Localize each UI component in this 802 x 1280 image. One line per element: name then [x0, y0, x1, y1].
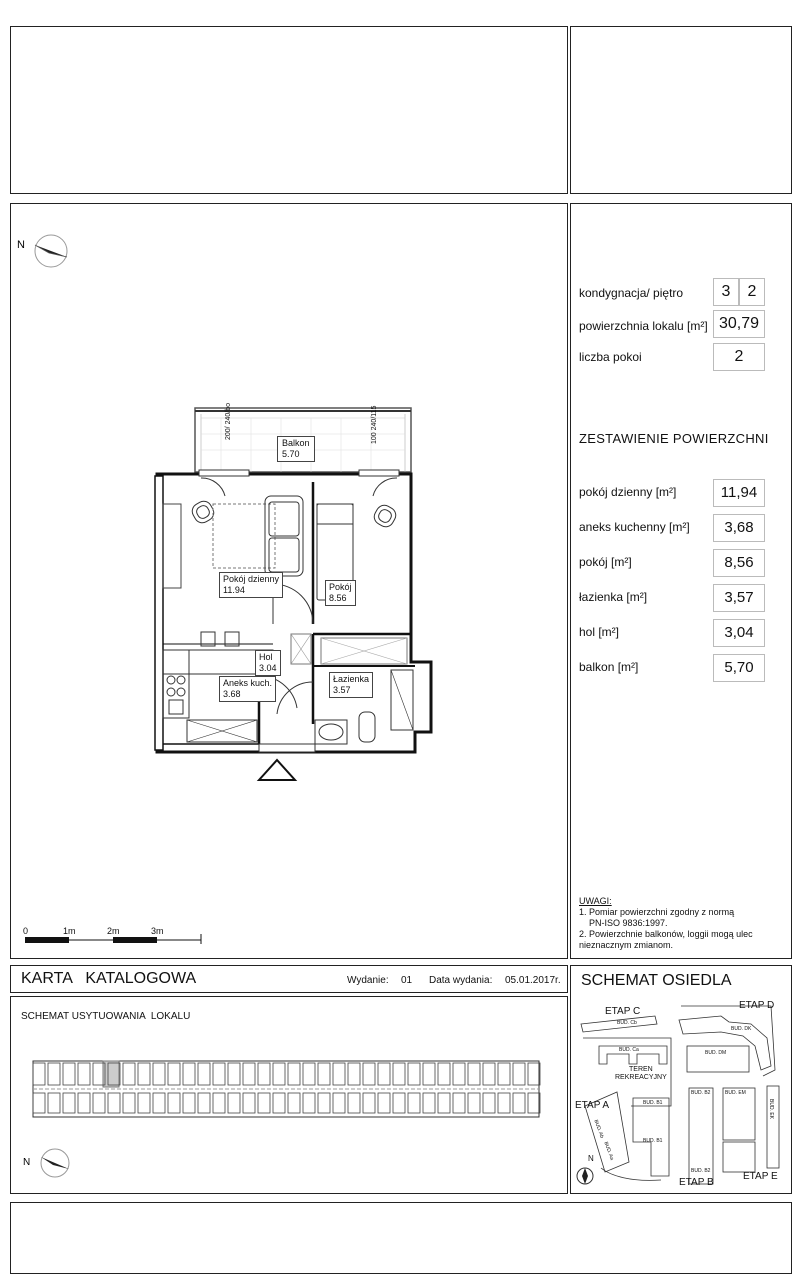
building-unit-bottom: [423, 1093, 435, 1113]
building-unit-top: [408, 1063, 420, 1085]
etap-c-label: ETAP C: [605, 1006, 641, 1017]
zestawienie-row-label: aneks kuchenny [m²]: [579, 520, 690, 534]
compass-bottom-label: N: [23, 1157, 31, 1168]
building-unit-bottom: [438, 1093, 450, 1113]
kondygnacja-value-1: 3: [713, 278, 739, 306]
building-unit-bottom: [258, 1093, 270, 1113]
lazienka-name: Łazienka: [333, 674, 370, 684]
karta-bar: [10, 965, 568, 993]
pokoj-dzienny-name: Pokój dzienny: [223, 574, 280, 584]
building-unit-top: [288, 1063, 300, 1085]
footer-panel: [10, 1202, 792, 1274]
building-unit-top: [423, 1063, 435, 1085]
scale-label-2m: 2m: [107, 926, 120, 936]
apartment-walls: [155, 474, 431, 752]
aneks-area: 3.68: [223, 689, 241, 699]
building-unit-bottom: [183, 1093, 195, 1113]
building-unit-top: [348, 1063, 360, 1085]
zestawienie-row-label: hol [m²]: [579, 625, 620, 639]
wydanie-value: 01: [401, 975, 413, 986]
door-bathroom: [277, 682, 313, 714]
zestawienie-row-value: 11,94: [713, 479, 765, 507]
building-unit-bottom: [303, 1093, 315, 1113]
building-unit-top: [528, 1063, 540, 1085]
armchair-left-icon: [189, 498, 216, 525]
dining-area: [213, 504, 275, 568]
building-unit-top: [483, 1063, 495, 1085]
building-unit-bottom: [153, 1093, 165, 1113]
schemat-lokalu-panel: [10, 996, 568, 1194]
building-unit-bottom: [213, 1093, 225, 1113]
pokoj-name: Pokój: [329, 582, 352, 592]
building-unit-bottom: [318, 1093, 330, 1113]
building-unit-top: [123, 1063, 135, 1085]
building-unit-top: [438, 1063, 450, 1085]
zestawienie-row-value: 3,68: [713, 514, 765, 542]
balkon-name: Balkon: [282, 438, 310, 448]
uwagi-line-2: PN-ISO 9836:1997.: [589, 918, 668, 928]
data-value: 05.01.2017r.: [505, 975, 561, 986]
balkon-area: 5.70: [282, 449, 300, 459]
building-unit-top: [363, 1063, 375, 1085]
scale-label-0: 0: [23, 926, 29, 936]
room-label-pokoj-dzienny: [219, 572, 283, 598]
zestawienie-row-label: pokój [m²]: [579, 555, 632, 569]
building-unit-top: [153, 1063, 165, 1085]
building-unit-bottom: [393, 1093, 405, 1113]
cabinet: [163, 504, 181, 588]
etap-e-label: ETAP E: [743, 1171, 778, 1182]
building-unit-bottom: [273, 1093, 285, 1113]
hol-name: Hol: [259, 652, 273, 662]
building-unit-top: [513, 1063, 525, 1085]
bud-b2-top: BUD. B2: [691, 1090, 711, 1096]
zestawienie-row-value: 5,70: [713, 654, 765, 682]
uwagi-line-3: 2. Powierzchnie balkonów, loggii mogą ulec: [579, 929, 753, 939]
building-unit-bottom: [288, 1093, 300, 1113]
building-unit-top: [453, 1063, 465, 1085]
powierzchnia-value: 30,79: [713, 310, 765, 338]
building-unit-top: [78, 1063, 90, 1085]
building-unit-bottom: [48, 1093, 60, 1113]
hol-area: 3.04: [259, 663, 277, 673]
building-unit-bottom: [198, 1093, 210, 1113]
etap-a-label: ETAP A: [575, 1100, 610, 1111]
building-unit-top: [303, 1063, 315, 1085]
header-left-panel: [10, 26, 568, 194]
bud-ca: BUD. Ca: [619, 1047, 639, 1053]
building-unit-bottom: [363, 1093, 375, 1113]
bud-ab: BUD. Ab: [592, 1118, 605, 1140]
estate-compass-label: N: [588, 1154, 594, 1163]
pokoj-dzienny-area: 11.94: [223, 585, 245, 595]
karta-title: KARTA KATALOGOWA: [21, 970, 197, 987]
building-unit-top: [213, 1063, 225, 1085]
window-left-line2: 240/bo: [225, 403, 232, 425]
armchair-right-icon: [371, 502, 398, 529]
uwagi-line-1: 1. Pomiar powierzchni zgodny z normą: [579, 907, 735, 917]
building-unit-top: [333, 1063, 345, 1085]
teren-line-1: TEREN: [629, 1066, 653, 1073]
building-unit-bottom: [123, 1093, 135, 1113]
building-unit-top: [63, 1063, 75, 1085]
aneks-name: Aneks kuch.: [223, 678, 273, 688]
wydanie-label: Wydanie:: [347, 975, 389, 986]
bud-b1-top: BUD. B1: [643, 1100, 663, 1106]
building-unit-bottom: [108, 1093, 120, 1113]
powierzchnia-label: powierzchnia lokalu [m²]: [579, 319, 708, 333]
building-unit-bottom: [168, 1093, 180, 1113]
pokoj-area: 8.56: [329, 593, 347, 603]
data-label: Data wydania:: [429, 975, 493, 986]
building-unit-top: [183, 1063, 195, 1085]
compass-bottom-icon: [41, 1149, 69, 1177]
building-unit-top: [378, 1063, 390, 1085]
building-unit-top: [258, 1063, 270, 1085]
etap-b-label: ETAP B: [679, 1177, 714, 1188]
teren-line-2: REKREACYJNY: [615, 1074, 667, 1081]
building-unit-top: [228, 1063, 240, 1085]
zestawienie-row-label: łazienka [m²]: [579, 590, 648, 604]
room-label-balkon: [277, 436, 315, 462]
scale-label-3m: 3m: [151, 926, 164, 936]
room-label-pokoj: [325, 580, 356, 606]
compass-icon: [35, 235, 67, 267]
uwagi-line-4: nieznacznym zmianom.: [579, 940, 674, 950]
building-unit-bottom: [78, 1093, 90, 1113]
building-layout-drawing: [11, 997, 567, 1193]
floor-plan-drawing: [11, 204, 567, 958]
entry-arrow-icon: [259, 760, 295, 780]
entry-door: [259, 744, 315, 752]
building-unit-bottom: [498, 1093, 510, 1113]
building-unit-bottom: [378, 1093, 390, 1113]
room-label-aneks: [219, 676, 276, 702]
scale-label-1m: 1m: [63, 926, 76, 936]
building-unit-top: [273, 1063, 285, 1085]
plan-panel: [10, 203, 568, 959]
building-unit-bottom: [468, 1093, 480, 1113]
info-panel: [570, 203, 792, 959]
zestawienie-row-value: 3,57: [713, 584, 765, 612]
building-unit-top: [168, 1063, 180, 1085]
building-unit-top: [468, 1063, 480, 1085]
building-unit-bottom: [138, 1093, 150, 1113]
bud-em: BUD. EM: [725, 1090, 746, 1096]
bud-ek: BUD. EK: [768, 1098, 775, 1120]
building-unit-top: [138, 1063, 150, 1085]
pokoje-label: liczba pokoi: [579, 350, 642, 364]
building-unit-bottom: [243, 1093, 255, 1113]
building-unit-bottom: [333, 1093, 345, 1113]
estate-compass-icon: [577, 1168, 593, 1184]
zestawienie-row-label: balkon [m²]: [579, 660, 639, 674]
kondygnacja-value-2: 2: [739, 278, 765, 306]
building-unit-bottom: [528, 1093, 540, 1113]
building-unit-bottom: [228, 1093, 240, 1113]
compass-label: N: [17, 239, 25, 251]
building-unit-top: [318, 1063, 330, 1085]
bud-cb: BUD. Cb: [617, 1020, 637, 1026]
building-unit-bottom: [408, 1093, 420, 1113]
header-right-panel: [570, 26, 792, 194]
schemat-osiedla-panel: [570, 965, 792, 1194]
building-unit-top: [243, 1063, 255, 1085]
window-left-line1: 200/: [225, 426, 232, 440]
kondygnacja-label: kondygnacja/ piętro: [579, 286, 684, 300]
building-unit-top: [198, 1063, 210, 1085]
building-unit-bottom: [93, 1093, 105, 1113]
building-unit-top: [498, 1063, 510, 1085]
building-unit-top: [48, 1063, 60, 1085]
bud-aa: BUD. Aa: [602, 1140, 615, 1162]
zestawienie-row-value: 8,56: [713, 549, 765, 577]
zestawienie-row-label: pokój dzienny [m²]: [579, 485, 677, 499]
building-unit-top: [33, 1063, 45, 1085]
zestawienie-title: ZESTAWIENIE POWIERZCHNI: [579, 431, 769, 446]
bud-b1-bottom: BUD. B1: [643, 1138, 663, 1144]
uwagi-block: [579, 896, 753, 951]
building-unit-bottom: [63, 1093, 75, 1113]
window-right-line1: 100: [371, 432, 378, 444]
room-label-lazienka: [329, 672, 373, 698]
pokoje-value: 2: [713, 343, 765, 371]
bud-dm: BUD. DM: [705, 1050, 727, 1056]
building-unit-bottom: [33, 1093, 45, 1113]
schemat-osiedla-title: SCHEMAT OSIEDLA: [581, 972, 732, 989]
lazienka-area: 3.57: [333, 685, 351, 695]
highlighted-unit: [103, 1061, 119, 1087]
window-right-line2: 240/115: [371, 405, 378, 431]
building-unit-bottom: [513, 1093, 525, 1113]
sofa-icon: [265, 496, 303, 576]
window-label-left: [225, 403, 233, 440]
bud-b2-bottom: BUD. B2: [691, 1168, 711, 1174]
etap-d-label: ETAP D: [739, 1000, 775, 1011]
room-label-hol: [255, 650, 281, 676]
uwagi-title: UWAGI:: [579, 896, 612, 906]
schemat-lokalu-title: SCHEMAT USYTUOWANIA LOKALU: [21, 1011, 191, 1022]
teren-label: [615, 1066, 667, 1082]
building-unit-bottom: [453, 1093, 465, 1113]
building-unit-top: [393, 1063, 405, 1085]
building-unit-bottom: [483, 1093, 495, 1113]
zestawienie-row-value: 3,04: [713, 619, 765, 647]
window-label-right: [371, 406, 379, 444]
building-unit-bottom: [348, 1093, 360, 1113]
bud-dk: BUD. DK: [731, 1026, 752, 1032]
